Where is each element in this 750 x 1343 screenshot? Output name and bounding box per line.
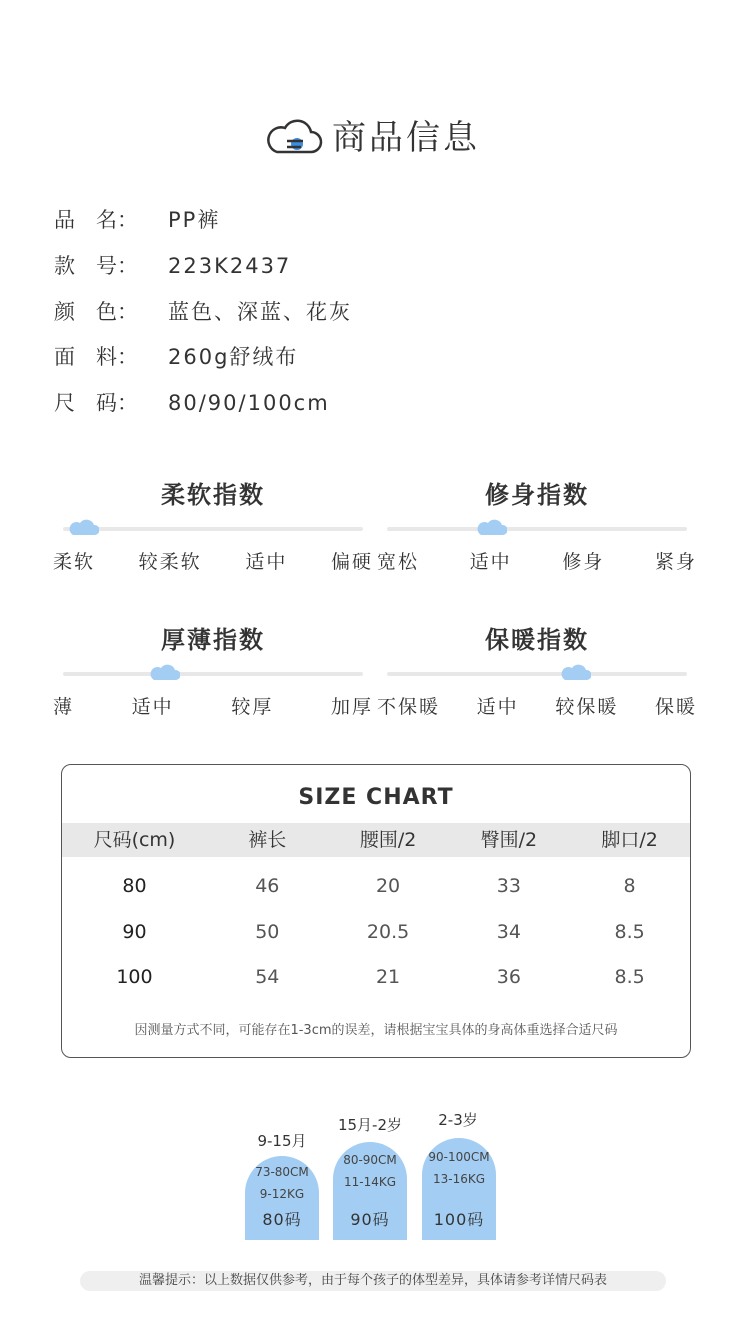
age-label: 9-15月	[257, 1132, 307, 1150]
index-option: 宽松	[377, 551, 420, 573]
index-option: 较柔软	[138, 551, 202, 573]
index-option: 紧身	[654, 551, 697, 573]
index-title: 修身指数	[485, 481, 589, 509]
size-tag-100	[422, 1138, 496, 1240]
tag-size: 80码	[262, 1210, 302, 1229]
index-option: 适中	[131, 696, 174, 718]
index-option: 不保暖	[377, 696, 441, 718]
tag-weight: 13-16KG	[432, 1172, 486, 1186]
column-header: 裤长	[248, 829, 287, 851]
table-cell: 90	[122, 921, 147, 943]
index-options	[53, 547, 373, 574]
tag-height: 73-80CM	[255, 1165, 309, 1179]
index-option: 适中	[245, 551, 288, 573]
table-cell: 80	[122, 875, 147, 897]
cloud-marker-icon	[69, 518, 99, 536]
column-header: 腰围/2	[359, 829, 417, 851]
info-row-color	[54, 297, 352, 327]
index-thickness	[53, 620, 373, 720]
index-option: 较保暖	[555, 696, 619, 718]
index-options	[53, 692, 373, 719]
info-label: 款 号：	[54, 254, 138, 278]
tag-height: 90-100CM	[428, 1150, 490, 1164]
index-options	[377, 692, 697, 719]
table-cell: 50	[255, 921, 280, 943]
cloud-marker-icon	[150, 663, 180, 681]
index-option: 柔软	[53, 551, 96, 573]
table-cell: 8.5	[614, 966, 645, 988]
info-value: PP裤	[168, 208, 221, 232]
index-fit	[377, 475, 697, 575]
info-value: 80/90/100cm	[168, 391, 330, 415]
index-option: 加厚	[330, 696, 373, 718]
size-chart-table	[61, 764, 691, 1058]
column-header: 尺码(cm)	[93, 829, 176, 851]
index-title: 厚薄指数	[161, 626, 265, 654]
info-row-style	[54, 251, 291, 281]
tip-banner: 温馨提示：以上数据仅供参考，由于每个孩子的体型差异，具体请参考详情尺码表	[80, 1271, 666, 1291]
table-cell: 36	[496, 966, 521, 988]
column-header: 脚口/2	[601, 829, 658, 851]
table-row	[62, 960, 690, 994]
index-option: 适中	[476, 696, 519, 718]
cloud-icon	[265, 116, 323, 160]
tag-height: 80-90CM	[343, 1153, 397, 1167]
info-label: 尺 码：	[54, 391, 138, 415]
index-option: 适中	[469, 551, 512, 573]
table-cell: 54	[255, 966, 280, 988]
index-option: 保暖	[654, 696, 697, 718]
index-track	[63, 527, 363, 531]
table-row	[62, 915, 690, 949]
table-cell: 8	[623, 875, 636, 897]
cloud-marker-icon	[561, 663, 591, 681]
tag-size: 100码	[433, 1210, 485, 1229]
size-tag-80	[245, 1156, 319, 1240]
info-label: 颜 色：	[54, 300, 138, 324]
index-options	[377, 547, 697, 574]
page-title: 商品信息	[332, 118, 480, 158]
info-label: 品 名：	[54, 208, 138, 232]
index-warmth	[377, 620, 697, 720]
index-track	[387, 527, 687, 531]
index-track	[387, 672, 687, 676]
index-title: 柔软指数	[161, 481, 265, 509]
column-header: 臀围/2	[480, 829, 538, 851]
index-title: 保暖指数	[485, 626, 589, 654]
table-header-row	[62, 823, 690, 857]
index-option: 偏硬	[330, 551, 373, 573]
table-cell: 20.5	[366, 921, 410, 943]
info-row-size	[54, 388, 330, 418]
table-cell: 21	[375, 966, 401, 988]
info-value: 蓝色、深蓝、花灰	[168, 300, 352, 324]
info-row-fabric	[54, 342, 298, 372]
table-cell: 100	[116, 966, 153, 988]
table-cell: 34	[496, 921, 521, 943]
age-label: 15月-2岁	[337, 1116, 403, 1134]
tag-size: 90码	[350, 1210, 390, 1229]
index-track	[63, 672, 363, 676]
table-row	[62, 869, 690, 903]
info-value: 223K2437	[168, 254, 292, 278]
index-option: 薄	[53, 696, 75, 718]
table-cell: 33	[496, 875, 521, 897]
age-label: 2-3岁	[438, 1111, 478, 1129]
size-chart-title: SIZE CHART	[298, 785, 454, 810]
cloud-marker-icon	[477, 518, 507, 536]
table-cell: 46	[255, 875, 280, 897]
size-tag-90	[333, 1142, 407, 1240]
table-cell: 20	[375, 875, 401, 897]
info-label: 面 料：	[54, 345, 138, 369]
tag-weight: 11-14KG	[343, 1175, 397, 1189]
size-chart-note: 因测量方式不同，可能存在1-3cm的误差，请根据宝宝具体的身高体重选择合适尺码	[134, 1023, 618, 1038]
index-option: 较厚	[231, 696, 274, 718]
info-row-name	[54, 205, 220, 235]
index-softness	[53, 475, 373, 575]
info-value: 260g舒绒布	[168, 345, 299, 369]
tag-weight: 9-12KG	[259, 1187, 305, 1201]
section-header	[0, 108, 750, 168]
index-option: 修身	[562, 551, 605, 573]
table-cell: 8.5	[614, 921, 645, 943]
